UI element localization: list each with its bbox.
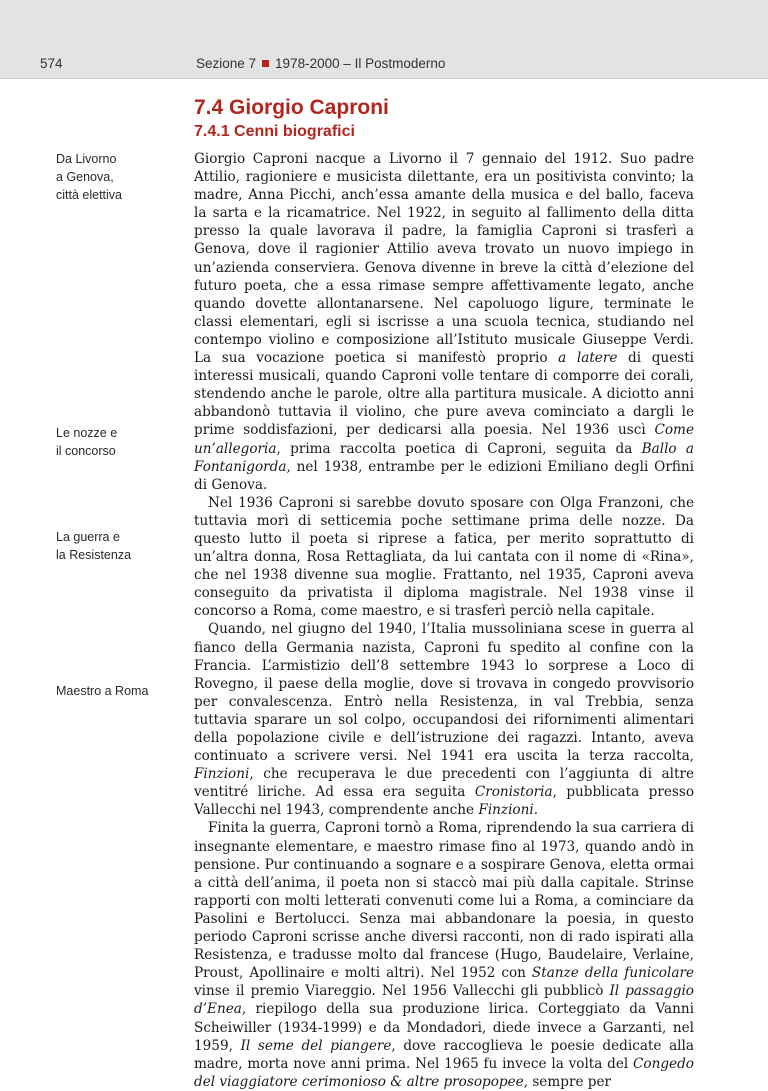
margin-note-line: la Resistenza [56, 548, 132, 562]
margin-note-nozze [56, 424, 186, 460]
margin-note-line: Maestro a Roma [56, 684, 149, 698]
text-run: Quando, nel giugno del 1940, l’Italia mussoliniana scese in guerra al fianco della Germania nazista, Caproni fu spedito al confine con la Francia. L’armistizio dell’8 settembre 1943 lo sorprese a Loco di Rovegno, il paese della moglie, dove si trovava in congedo provvisorio per convalescenza. Entrò nella Resistenza, in val Trebbia, senza tuttavia sparare un sol colpo, occupandosi dei rifornimenti alimentari della popolazione civile e dell’istruzione dei ragazzi. Intanto, aveva continuato a scrivere versi. Nel 1941 era uscita la terza raccolta, [194, 621, 694, 765]
page-number: 574 [40, 56, 63, 71]
red-square-bullet-icon [262, 60, 269, 67]
paragraph-4 [194, 819, 694, 1090]
text-run: , nel 1938, entrambe per le edizioni Emiliano degli Orfini di Genova. [194, 458, 694, 493]
book-title: Come un’allegoria [194, 422, 694, 457]
section-label: Sezione 7 [196, 56, 257, 71]
book-title: Congedo del viaggiatore cerimonioso & altre prosopopee [194, 1055, 694, 1090]
margin-note-line: La guerra e [56, 530, 120, 544]
running-head [196, 56, 445, 71]
book-title: Il seme del piangere [240, 1037, 392, 1054]
text-run: , che recuperava le due precedenti con l’aggiunta di altre ventitré liriche. Ad essa era seguita [194, 766, 694, 801]
margin-note-line: a Genova, [56, 170, 114, 184]
text-run: Finita la guerra, Caproni tornò a Roma, riprendendo la sua carriera di insegnante elementare, e maestro rimase fino al 1973, quando andò in pensione. Pur continuando a sognare e a sospirare Genova, eletta ormai a città dell’anima, il poeta non si staccò mai più dalla capitale. Strinse rapporti con molti letterati convenuti come lui a Roma, a cominciare da Pasolini e Bertolucci. Senza mai abbandonare la poesia, in questo periodo Caproni scrisse anche diversi racconti, non di rado ispirati alla Resistenza, e tradusse molto dal francese (Hugo, Baudelaire, Verlaine, Proust, Apollinaire e molti altri). Nel 1952 con [194, 820, 694, 982]
section-subtitle: 7.4.1 Cenni biografici [194, 123, 355, 140]
book-title: Stanze della funicolare [531, 965, 694, 982]
margin-note-line: Le nozze e [56, 426, 118, 440]
margin-note-guerra [56, 528, 186, 564]
book-title: Ballo a Fontanigorda [194, 440, 694, 475]
text-run: di questi interessi musicali, quando Caproni volle tentare di comporre dei corali, stendendo anche le parole, oltre alla partitura musicale. A diciotto anni abbandonò tuttavia il violino, che pure aveva cominciato a dargli le prime soddisfazioni, per dedicarsi alla poesia. Nel 1936 uscì [194, 350, 695, 439]
text-run: , pubblicata presso Vallecchi nel 1943, comprendente anche [194, 784, 694, 819]
margin-note-roma [56, 682, 186, 700]
text-run: vinse il premio Viareggio. Nel 1956 Vallecchi gli pubblicò [194, 983, 610, 1000]
paragraph-2: Nel 1936 Caproni si sarebbe dovuto sposare con Olga Franzoni, che tuttavia morì di setticemia poche settimane prima delle nozze. Da questo lutto il poeta si riprese a fatica, per merito soprattutto di un’altra donna, Rosa Rettagliata, da lui cantata con il nome di «Rina», che nel 1938 divenne sua moglie. Frattanto, nel 1935, Caproni aveva conseguito da privatista il diploma magistrale. Nel 1938 vinse il concorso a Roma, come maestro, e si trasferì perciò nella capitale. [194, 494, 694, 620]
text-run: . [533, 802, 539, 819]
book-title: Cronistoria [474, 784, 553, 801]
chapter-title: 7.4 Giorgio Caproni [194, 96, 389, 119]
text-run: , riepilogo della sua produzione lirica. Corteggiato da Vanni Scheiwiller (1934-1999) e da Mondadori, diede invece a Garzanti, nel 1959, [194, 1001, 694, 1054]
book-title: Il passaggio d’Enea [194, 983, 694, 1018]
text-run: , prima raccolta poetica di Caproni, seguita da [276, 440, 642, 457]
margin-note-line: Da Livorno [56, 152, 117, 166]
running-title: 1978-2000 – Il Postmoderno [275, 56, 446, 71]
italic-phrase: a latere [558, 350, 618, 367]
margin-note-line: il concorso [56, 444, 116, 458]
body-text [194, 150, 694, 1091]
book-title: Finzioni [478, 802, 534, 819]
margin-note-livorno [56, 150, 186, 204]
book-title: Finzioni [194, 766, 250, 783]
margin-note-line: città elettiva [56, 188, 123, 202]
paragraph-3 [194, 620, 694, 819]
text-run: , sempre per [523, 1073, 612, 1090]
text-run: , dove raccoglieva le poesie dedicate alla madre, morta nove anni prima. Nel 1965 fu invece la volta del [194, 1037, 694, 1072]
paragraph-1 [194, 150, 694, 494]
page-header [0, 0, 768, 79]
text-run: Giorgio Caproni nacque a Livorno il 7 gennaio del 1912. Suo padre Attilio, ragioniere e musicista dilettante, era un positivista convinto; la madre, Anna Picchi, anch’essa amante della musica e del ballo, faceva la sarta e la ricamatrice. Nel 1922, in seguito al fallimento della ditta presso la quale lavorava il padre, la famiglia Caproni si trasferì a Genova, dove il ragionier Attilio aveva trovato un nuovo impiego in un’azienda conserviera. Genova divenne in breve la città d’elezione del futuro poeta, che a essa rimase sempre affettivamente legato, anche quando dovette allontanarsene. Nel capoluogo ligure, terminate le classi elementari, egli si iscrisse a una scuola tecnica, studiando nel contempo violino e composizione all’Istituto musicale Giuseppe Verdi. La sua vocazione poetica si manifestò proprio [194, 151, 694, 367]
